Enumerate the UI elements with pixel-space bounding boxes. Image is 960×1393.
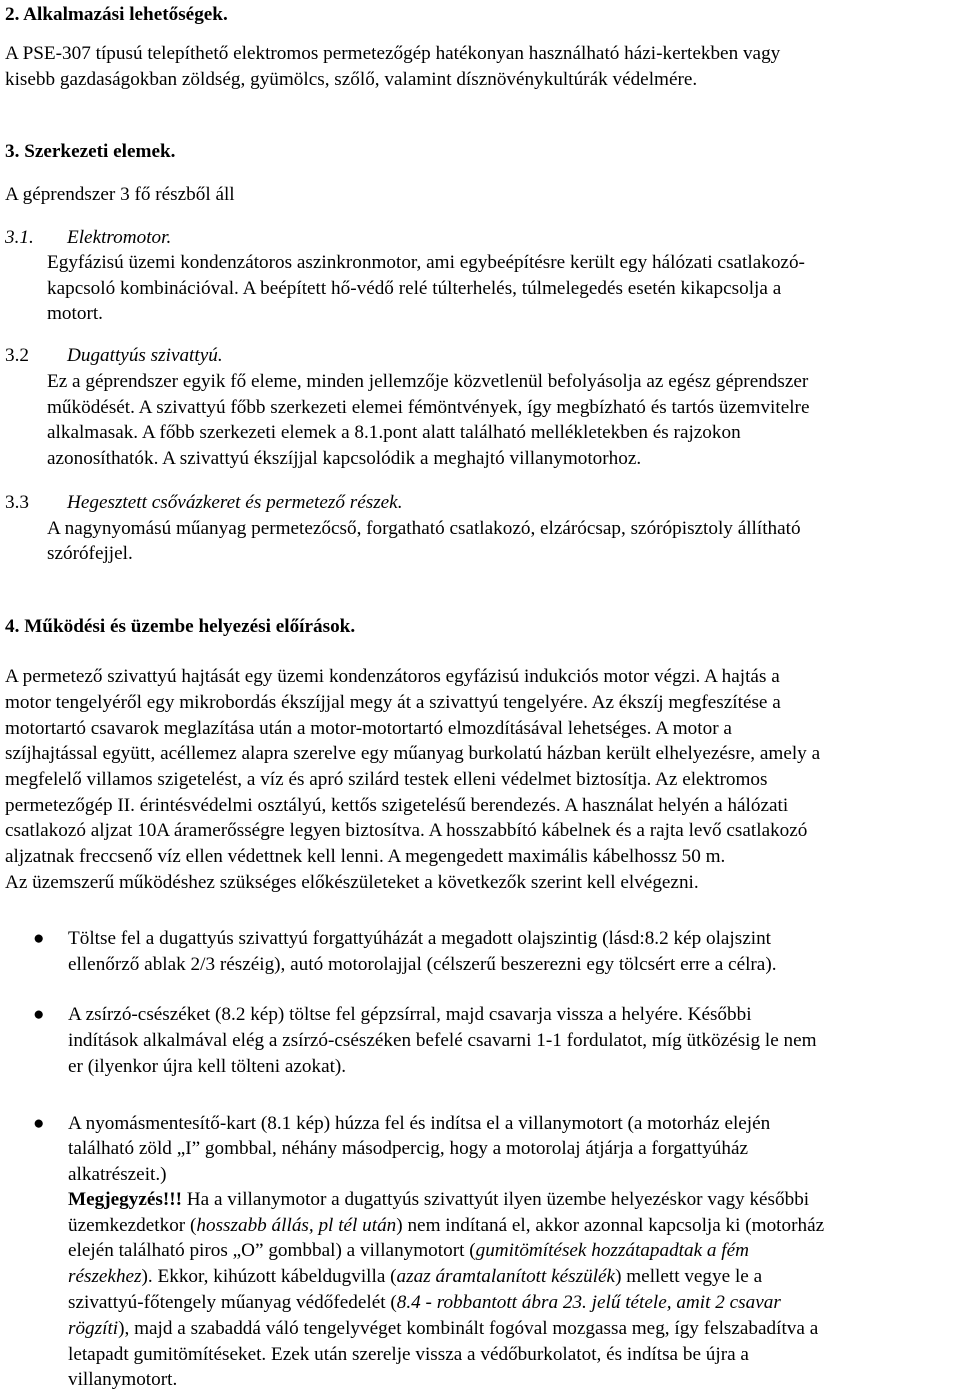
subsection-3-3-line-1: A nagynyomású műanyag permetezőcső, forgatható csatlakozó, elzárócsap, szórópisztoly állítható (47, 518, 801, 539)
section-4-line-1: A permetező szivattyú hajtását egy üzemi kondenzátoros egyfázisú indukciós motor végzi. A hajtás a (5, 666, 780, 687)
section-2-line-1: A PSE-307 típusú telepíthető elektromos permetezőgép hatékonyan használható házi-kertekben vagy (5, 43, 781, 64)
note-text-3a: elején található piros „O” gombbal) a villanymotort ( (68, 1240, 476, 1261)
subsection-3-3-number: 3.3 (5, 492, 29, 513)
section-4-line-5: megfelelő villamos szigetelést, a víz és apró szilárd testek elleni védelmet biztosítja. Az elektromos (5, 769, 768, 790)
note-line-5 (68, 1290, 781, 1316)
section-4-line-6: permetezőgép II. érintésvédelmi osztályú, kettős szigetelésű berendezés. A használat helyén a hálózati (5, 795, 789, 816)
note-text-2b: ) nem indítaná el, akkor azonnal kapcsolja ki (motorház (396, 1215, 825, 1236)
subsection-3-2-title: Dugattyús szivattyú. (67, 345, 223, 366)
note-text-4b: ) mellett vegye le a (615, 1266, 763, 1287)
subsection-3-1-line-3: motort. (47, 303, 103, 324)
subsection-3-1-line-2: kapcsoló kombinációval. A beépített hő-védő relé túlterhelés, túlmelegedés esetén kikapcsolja a (47, 278, 782, 299)
section-4-line-2: motor tengelyéről egy mikrobordás ékszíjjal megy át a szivattyú tengelyére. Az ékszíj megfeszítése a (5, 692, 781, 713)
section-2-line-2: kisebb gazdaságokban zöldség, gyümölcs, szőlő, valamint dísznövénykultúrák védelmére. (5, 69, 698, 90)
note-line-6 (68, 1316, 818, 1342)
bullet-2-line-1: A zsírzó-csészéket (8.2 kép) töltse fel gépzsírral, majd csavarja vissza a helyére. Későbbi (68, 1004, 752, 1025)
note-text-6a: ), majd a szabaddá váló tengelyvéget kombinált fogóval mozgassa meg, így felszabadítva a (118, 1318, 819, 1339)
note-text-6i: rögzíti (68, 1318, 119, 1339)
note-text-4i2: azaz áramtalanított készülék (396, 1266, 616, 1287)
bullet-2-line-2: indítások alkalmával elég a zsírzó-csészéken befelé csavarni 1-1 fordulatot, míg ütközésig le nem (68, 1030, 817, 1051)
subsection-3-1-number: 3.1. (5, 227, 34, 248)
bullet-3-marker: ● (33, 1113, 45, 1134)
note-line-3 (68, 1238, 749, 1264)
note-line-8: villanymotort. (68, 1369, 178, 1390)
bullet-1-line-1: Töltse fel a dugattyús szivattyú forgattyúházát a megadott olajszintig (lásd:8.2 kép olajszint (68, 928, 772, 949)
section-4-line-4: szíjhajtással együtt, acéllemez alapra szerelve egy műanyag burkolatú házban került elhelyezésre, amely a (5, 743, 821, 764)
section-3-intro: A géprendszer 3 fő részből áll (5, 184, 235, 205)
note-line-1 (68, 1187, 809, 1213)
note-text-4i: részekhez (68, 1266, 142, 1287)
subsection-3-1-title: Elektromotor. (67, 227, 172, 248)
subsection-3-2-line-3: alkalmasak. A főbb szerkezeti elemek a 8.1.pont alatt található mellékletekben és rajzokon (47, 422, 741, 443)
bullet-3-line-3: alkatrészeit.) (68, 1164, 167, 1185)
subsection-3-1-line-1: Egyfázisú üzemi kondenzátoros aszinkronmotor, ami egybeépítésre került egy hálózati csatlakozó- (47, 252, 805, 273)
section-4-line-9: Az üzemszerű működéshez szükséges előkészületeket a következők szerint kell elvégezni. (5, 872, 699, 893)
note-line-4 (68, 1264, 762, 1290)
note-text-5a: szivattyú-főtengely műanyag védőfedelét ( (68, 1292, 397, 1313)
note-text-1: Ha a villanymotor a dugattyús szivattyút ilyen üzembe helyezéskor vagy későbbi (181, 1189, 810, 1210)
subsection-3-2-line-1: Ez a géprendszer egyik fő eleme, minden jellemzője közvetlenül befolyásolja az egész géprendszer (47, 371, 809, 392)
section-4-line-3: motortartó csavarok meglazítása után a motor-motortartó elmozdításával lehetséges. A motor a (5, 718, 732, 739)
note-text-4a: ). Ekkor, kihúzott kábeldugvilla ( (141, 1266, 397, 1287)
subsection-3-3-line-2: szórófejjel. (47, 543, 133, 564)
section-4-heading: 4. Működési és üzembe helyezési előírások. (5, 616, 356, 637)
note-text-5i: 8.4 - robbantott ábra 23. jelű tétele, amit 2 csavar (396, 1292, 781, 1313)
note-line-7: letapadt gumitömítéseket. Ezek után szerelje vissza a védőburkolatot, és indítsa be újra a (68, 1344, 749, 1365)
section-4-line-8: aljzatnak freccsenő víz ellen védettnek kell lenni. A megengedett maximális kábelhossz 50 m. (5, 846, 726, 867)
note-text-2a: üzemkezdetkor ( (68, 1215, 197, 1236)
section-2-heading: 2. Alkalmazási lehetőségek. (5, 4, 228, 25)
bullet-2-line-3: er (ilyenkor újra kell tölteni azokat). (68, 1056, 347, 1077)
bullet-1-line-2: ellenőrző ablak 2/3 részéig), autó motorolajjal (célszerű beszerezni egy tölcsért erre a célra). (68, 954, 777, 975)
subsection-3-3-title: Hegesztett csővázkeret és permetező részek. (67, 492, 403, 513)
note-line-2 (68, 1213, 824, 1239)
subsection-3-2-number: 3.2 (5, 345, 29, 366)
bullet-2-marker: ● (33, 1004, 45, 1025)
section-3-heading: 3. Szerkezeti elemek. (5, 141, 176, 162)
note-text-3i: gumitömítések hozzátapadtak a fém (475, 1240, 749, 1261)
subsection-3-2-line-2: működését. A szivattyú főbb szerkezeti elemei fémöntvények, így megbízható és tartós üzemvitelre (47, 397, 810, 418)
note-label: Megjegyzés!!! (68, 1189, 182, 1210)
bullet-3-line-2: található zöld „I” gombbal, néhány másodpercig, hogy a motorolaj átjárja a forgattyúház (68, 1138, 749, 1159)
section-4-line-7: csatlakozó aljzat 10A áramerősségre legyen biztosítva. A hosszabbító kábelnek és a rajta levő csatlakozó (5, 820, 808, 841)
bullet-3-line-1: A nyomásmentesítő-kart (8.1 kép) húzza fel és indítsa el a villanymotort (a motorház elején (68, 1113, 771, 1134)
subsection-3-2-line-4: azonosíthatók. A szivattyú ékszíjjal kapcsolódik a meghajtó villanymotorhoz. (47, 448, 642, 469)
note-text-2i: hosszabb állás, pl tél után (196, 1215, 397, 1236)
bullet-1-marker: ● (33, 928, 45, 949)
